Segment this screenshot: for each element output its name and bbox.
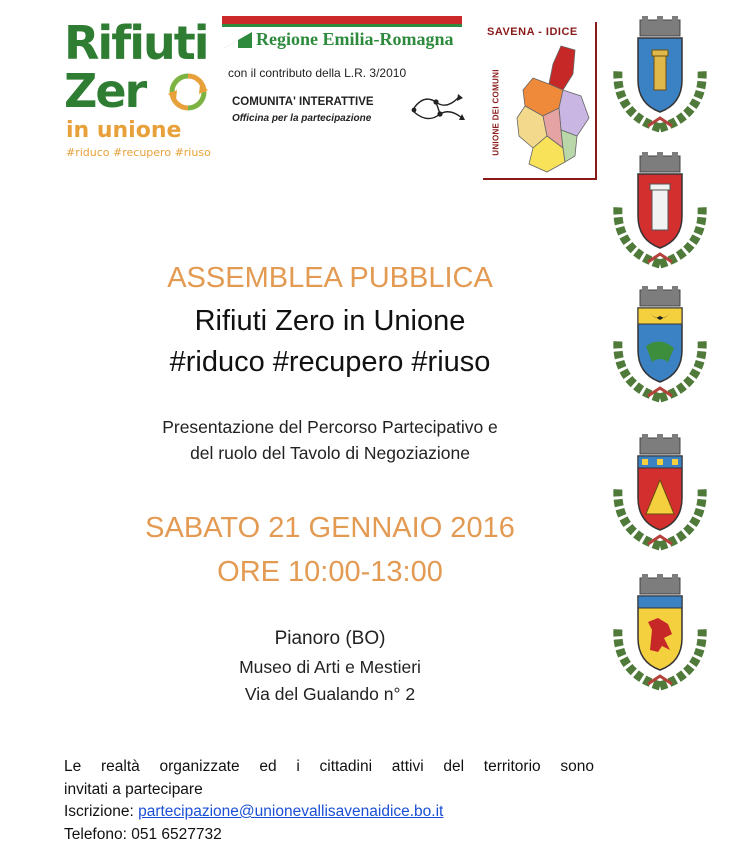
signup-line	[64, 801, 594, 824]
signup-label: Iscrizione:	[64, 803, 139, 820]
coat-of-arms-2-icon	[612, 152, 708, 270]
logo-hashtags-text: #riduco #recupero #riuso	[66, 146, 211, 159]
territory-map-icon	[503, 44, 593, 176]
event-city: Pianoro (BO)	[274, 628, 386, 649]
regione-contributo-text: con il contributo della L.R. 3/2010	[228, 66, 407, 80]
coat-of-arms-1-icon	[612, 16, 708, 134]
event-date: SABATO 21 GENNAIO 2016	[145, 512, 515, 544]
network-arrows-icon	[410, 88, 466, 128]
signup-email-link[interactable]: partecipazione@unionevallisavenaidice.bo.it	[138, 803, 444, 820]
recycle-icon	[166, 70, 210, 114]
event-address: Via del Gualando n° 2	[244, 684, 416, 704]
footer-info	[64, 756, 594, 846]
invite-line-1: Le realtà organizzate ed i cittadini attivi del territorio sono	[64, 758, 594, 775]
logo-rifiuti-text: Rifiuti	[64, 16, 208, 70]
comunita-interattive-text: COMUNITA' INTERATTIVE	[232, 96, 374, 108]
regione-red-stripe	[222, 16, 462, 24]
logo-zero-text: Zer	[64, 64, 146, 118]
savena-title: SAVENA - IDICE	[487, 26, 578, 38]
event-description-line-2: del ruolo del Tavolo di Negoziazione	[190, 443, 470, 463]
event-title: Rifiuti Zero in Unione	[194, 305, 466, 337]
event-time: ORE 10:00-13:00	[217, 556, 443, 588]
officina-text: Officina per la partecipazione	[232, 113, 372, 124]
event-description-line-1: Presentazione del Percorso Partecipativo e	[162, 417, 498, 437]
unione-comuni-text: UNIONE DEI COMUNI	[491, 69, 501, 156]
invite-line-2: invitati a partecipare	[64, 780, 203, 798]
rifiuti-zero-logo	[62, 18, 212, 168]
regione-green-stripe	[222, 24, 462, 27]
event-hashtags: #riduco #recupero #riuso	[169, 346, 491, 378]
logo-in-unione-text: in unione	[66, 118, 182, 143]
assembly-heading: ASSEMBLEA PUBBLICA	[167, 262, 493, 294]
coat-of-arms-3-icon	[612, 286, 708, 404]
savena-idice-logo	[483, 22, 597, 180]
phone-line: Telefono: 051 6527732	[64, 825, 222, 843]
regione-name: Regione Emilia-Romagna	[256, 29, 454, 49]
regione-mark-icon	[224, 28, 252, 48]
regione-logo-block	[222, 16, 468, 136]
event-venue: Museo di Arti e Mestieri	[239, 657, 421, 677]
